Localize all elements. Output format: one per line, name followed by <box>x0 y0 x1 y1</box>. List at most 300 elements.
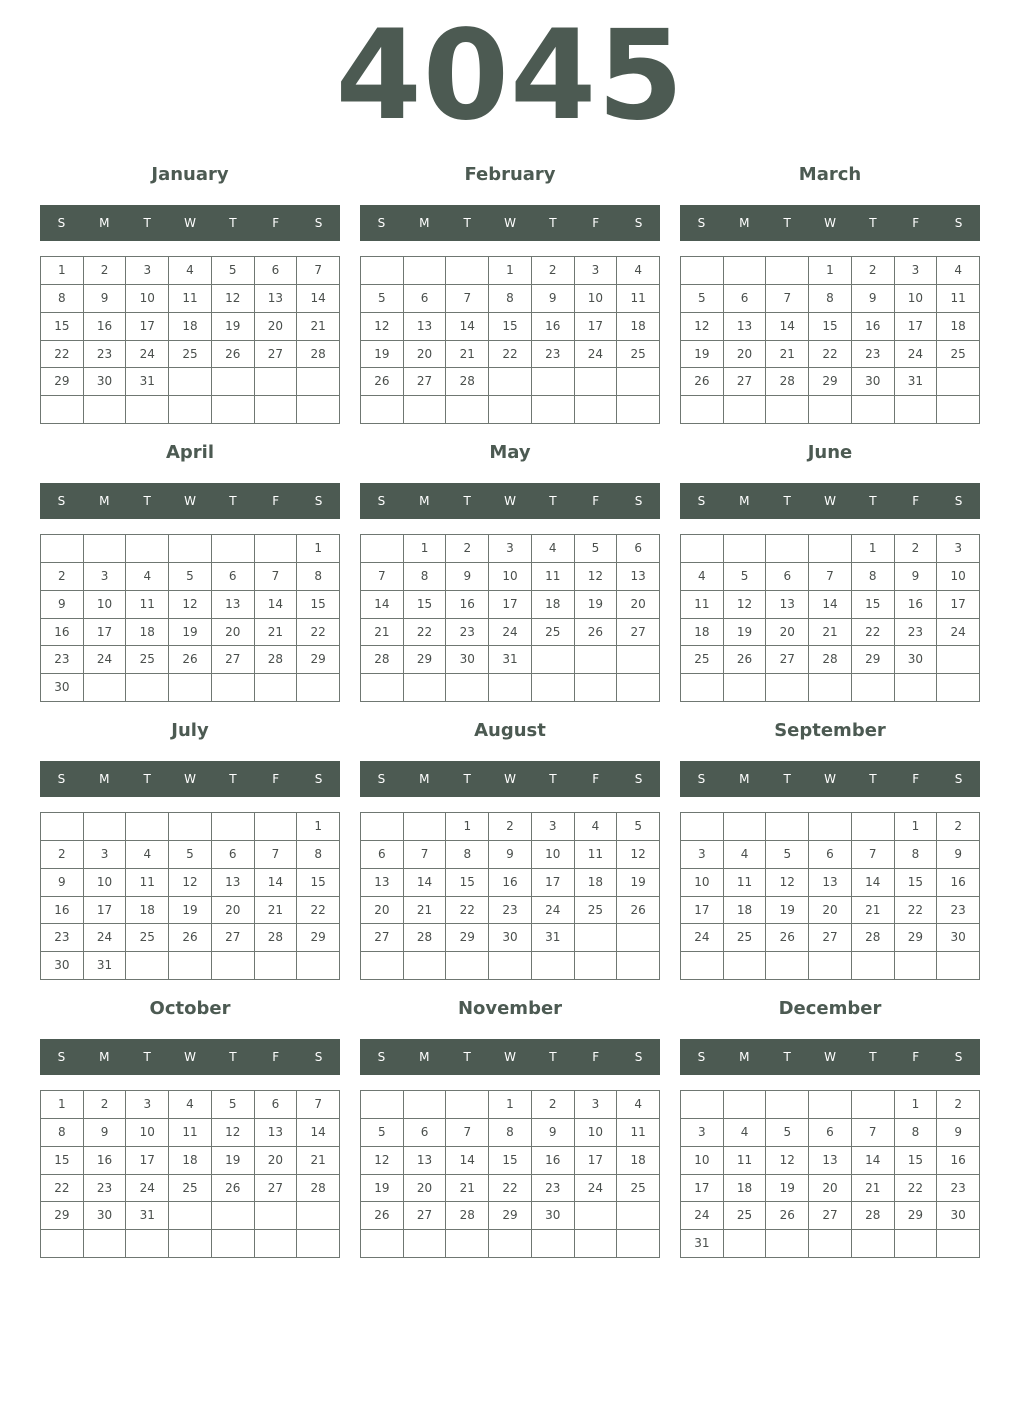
empty-day-cell <box>852 1091 895 1119</box>
day-cell: 13 <box>404 1147 447 1175</box>
day-cell: 3 <box>126 257 169 285</box>
empty-day-cell <box>895 952 938 980</box>
day-cell: 27 <box>766 646 809 674</box>
day-cell: 13 <box>617 563 660 591</box>
day-cell: 15 <box>446 869 489 897</box>
empty-day-cell <box>297 396 340 424</box>
day-grid <box>360 256 660 424</box>
empty-day-cell <box>937 674 980 702</box>
weekday-label: S <box>634 772 643 786</box>
day-cell: 8 <box>41 285 84 313</box>
day-cell: 1 <box>297 813 340 841</box>
weekday-label: F <box>272 772 280 786</box>
day-cell: 5 <box>361 285 404 313</box>
empty-day-cell <box>532 646 575 674</box>
day-cell: 22 <box>297 619 340 647</box>
weekday-label: S <box>954 772 963 786</box>
day-cell: 12 <box>361 313 404 341</box>
empty-day-cell <box>169 368 212 396</box>
day-cell: 11 <box>169 285 212 313</box>
day-cell: 5 <box>212 1091 255 1119</box>
weekday-label: T <box>783 1050 791 1064</box>
weekday-header <box>40 483 340 519</box>
empty-day-cell <box>446 1230 489 1258</box>
day-cell: 17 <box>126 313 169 341</box>
day-cell: 3 <box>681 841 724 869</box>
day-cell: 24 <box>681 1202 724 1230</box>
weekday-label: T <box>549 494 557 508</box>
empty-day-cell <box>532 674 575 702</box>
weekday-label: M <box>739 494 750 508</box>
day-cell: 1 <box>297 535 340 563</box>
empty-day-cell <box>937 646 980 674</box>
year-title: 4045 <box>335 4 685 148</box>
day-cell: 7 <box>852 1119 895 1147</box>
day-cell: 4 <box>169 1091 212 1119</box>
empty-day-cell <box>809 1091 852 1119</box>
day-cell: 4 <box>937 257 980 285</box>
month-november <box>360 994 660 1264</box>
empty-day-cell <box>617 1202 660 1230</box>
day-cell: 23 <box>446 619 489 647</box>
weekday-label: S <box>377 1050 386 1064</box>
day-cell: 6 <box>212 841 255 869</box>
empty-day-cell <box>809 674 852 702</box>
empty-day-cell <box>41 396 84 424</box>
day-cell: 20 <box>809 897 852 925</box>
weekday-header <box>360 483 660 519</box>
weekday-label: T <box>549 772 557 786</box>
day-cell: 18 <box>126 897 169 925</box>
day-cell: 13 <box>404 313 447 341</box>
day-cell: 6 <box>404 285 447 313</box>
day-cell: 18 <box>532 591 575 619</box>
weekday-label: M <box>739 772 750 786</box>
day-cell: 18 <box>724 1175 767 1203</box>
empty-day-cell <box>361 952 404 980</box>
day-cell: 25 <box>126 646 169 674</box>
day-cell: 8 <box>852 563 895 591</box>
day-cell: 1 <box>852 535 895 563</box>
day-cell: 19 <box>617 869 660 897</box>
empty-day-cell <box>724 257 767 285</box>
weekday-label: M <box>99 494 110 508</box>
day-cell: 1 <box>809 257 852 285</box>
weekday-label: T <box>783 216 791 230</box>
empty-day-cell <box>84 396 127 424</box>
day-cell: 6 <box>809 841 852 869</box>
day-cell: 7 <box>361 563 404 591</box>
day-cell: 30 <box>41 674 84 702</box>
weekday-label: F <box>272 494 280 508</box>
day-cell: 2 <box>84 1091 127 1119</box>
day-cell: 25 <box>724 1202 767 1230</box>
day-cell: 19 <box>361 1175 404 1203</box>
weekday-label: W <box>184 772 196 786</box>
day-cell: 10 <box>575 1119 618 1147</box>
empty-day-cell <box>809 1230 852 1258</box>
day-cell: 14 <box>852 1147 895 1175</box>
day-cell: 9 <box>41 869 84 897</box>
weekday-label: M <box>739 1050 750 1064</box>
day-cell: 10 <box>937 563 980 591</box>
weekday-label: W <box>184 216 196 230</box>
day-cell: 17 <box>489 591 532 619</box>
day-cell: 1 <box>446 813 489 841</box>
empty-day-cell <box>575 674 618 702</box>
day-cell: 17 <box>84 619 127 647</box>
day-cell: 3 <box>489 535 532 563</box>
day-cell: 26 <box>766 1202 809 1230</box>
day-cell: 21 <box>766 341 809 369</box>
weekday-label: T <box>463 772 471 786</box>
weekday-label: S <box>697 216 706 230</box>
day-cell: 25 <box>724 924 767 952</box>
day-cell: 3 <box>681 1119 724 1147</box>
weekday-label: W <box>824 1050 836 1064</box>
empty-day-cell <box>489 952 532 980</box>
empty-day-cell <box>852 813 895 841</box>
month-may <box>360 438 660 708</box>
empty-day-cell <box>724 396 767 424</box>
day-cell: 18 <box>169 313 212 341</box>
empty-day-cell <box>617 396 660 424</box>
day-cell: 8 <box>446 841 489 869</box>
day-cell: 28 <box>297 341 340 369</box>
day-cell: 8 <box>404 563 447 591</box>
day-cell: 14 <box>297 285 340 313</box>
day-cell: 16 <box>84 313 127 341</box>
weekday-label: F <box>912 1050 920 1064</box>
day-cell: 22 <box>809 341 852 369</box>
empty-day-cell <box>766 813 809 841</box>
day-cell: 2 <box>937 813 980 841</box>
empty-day-cell <box>255 535 298 563</box>
day-cell: 15 <box>489 1147 532 1175</box>
day-cell: 18 <box>724 897 767 925</box>
empty-day-cell <box>489 368 532 396</box>
day-cell: 11 <box>724 869 767 897</box>
day-grid <box>680 534 980 702</box>
empty-day-cell <box>724 674 767 702</box>
day-cell: 30 <box>937 1202 980 1230</box>
month-name: January <box>151 164 229 185</box>
day-cell: 14 <box>255 869 298 897</box>
month-september <box>680 716 980 986</box>
weekday-header <box>680 205 980 241</box>
weekday-label: W <box>824 216 836 230</box>
day-cell: 5 <box>724 563 767 591</box>
day-cell: 16 <box>532 1147 575 1175</box>
day-cell: 28 <box>446 368 489 396</box>
empty-day-cell <box>212 952 255 980</box>
month-june <box>680 438 980 708</box>
day-cell: 17 <box>681 1175 724 1203</box>
day-cell: 2 <box>852 257 895 285</box>
day-cell: 3 <box>126 1091 169 1119</box>
day-cell: 4 <box>724 841 767 869</box>
day-cell: 9 <box>895 563 938 591</box>
empty-day-cell <box>446 1091 489 1119</box>
day-cell: 5 <box>169 841 212 869</box>
day-cell: 3 <box>575 257 618 285</box>
weekday-label: F <box>912 216 920 230</box>
day-cell: 20 <box>766 619 809 647</box>
day-cell: 16 <box>489 869 532 897</box>
day-cell: 22 <box>852 619 895 647</box>
day-cell: 14 <box>255 591 298 619</box>
day-cell: 1 <box>489 257 532 285</box>
day-cell: 11 <box>126 591 169 619</box>
day-cell: 9 <box>489 841 532 869</box>
day-cell: 18 <box>169 1147 212 1175</box>
day-cell: 14 <box>404 869 447 897</box>
day-cell: 18 <box>575 869 618 897</box>
weekday-label: S <box>954 1050 963 1064</box>
empty-day-cell <box>446 674 489 702</box>
day-cell: 20 <box>361 897 404 925</box>
day-cell: 3 <box>895 257 938 285</box>
day-cell: 8 <box>41 1119 84 1147</box>
empty-day-cell <box>169 535 212 563</box>
day-cell: 9 <box>84 1119 127 1147</box>
day-cell: 15 <box>852 591 895 619</box>
day-cell: 5 <box>361 1119 404 1147</box>
day-cell: 15 <box>489 313 532 341</box>
day-cell: 8 <box>297 841 340 869</box>
day-cell: 23 <box>41 924 84 952</box>
empty-day-cell <box>126 396 169 424</box>
empty-day-cell <box>937 1230 980 1258</box>
weekday-label: T <box>229 1050 237 1064</box>
empty-day-cell <box>852 674 895 702</box>
day-cell: 19 <box>169 897 212 925</box>
empty-day-cell <box>724 1230 767 1258</box>
empty-day-cell <box>361 257 404 285</box>
empty-day-cell <box>404 813 447 841</box>
day-cell: 6 <box>404 1119 447 1147</box>
day-cell: 12 <box>169 591 212 619</box>
weekday-header <box>40 1039 340 1075</box>
day-cell: 31 <box>126 368 169 396</box>
day-cell: 5 <box>212 257 255 285</box>
day-cell: 23 <box>489 897 532 925</box>
day-cell: 2 <box>41 563 84 591</box>
day-cell: 23 <box>84 1175 127 1203</box>
day-cell: 24 <box>575 341 618 369</box>
day-cell: 27 <box>255 341 298 369</box>
day-cell: 26 <box>361 1202 404 1230</box>
empty-day-cell <box>489 396 532 424</box>
empty-day-cell <box>617 368 660 396</box>
day-cell: 23 <box>41 646 84 674</box>
month-october <box>40 994 340 1264</box>
day-cell: 4 <box>169 257 212 285</box>
empty-day-cell <box>681 674 724 702</box>
day-cell: 31 <box>84 952 127 980</box>
day-cell: 30 <box>532 1202 575 1230</box>
weekday-header <box>360 761 660 797</box>
day-cell: 1 <box>895 1091 938 1119</box>
day-cell: 25 <box>532 619 575 647</box>
day-cell: 15 <box>41 313 84 341</box>
day-cell: 8 <box>895 1119 938 1147</box>
empty-day-cell <box>766 396 809 424</box>
empty-day-cell <box>617 924 660 952</box>
empty-day-cell <box>255 1202 298 1230</box>
weekday-label: T <box>143 1050 151 1064</box>
day-cell: 4 <box>724 1119 767 1147</box>
month-march <box>680 160 980 430</box>
day-cell: 6 <box>724 285 767 313</box>
day-cell: 17 <box>575 313 618 341</box>
empty-day-cell <box>297 1202 340 1230</box>
empty-day-cell <box>84 1230 127 1258</box>
empty-day-cell <box>681 813 724 841</box>
empty-day-cell <box>169 674 212 702</box>
empty-day-cell <box>126 674 169 702</box>
empty-day-cell <box>169 952 212 980</box>
day-cell: 26 <box>766 924 809 952</box>
day-cell: 9 <box>937 1119 980 1147</box>
empty-day-cell <box>84 674 127 702</box>
weekday-label: S <box>57 216 66 230</box>
empty-day-cell <box>255 396 298 424</box>
weekday-label: F <box>272 1050 280 1064</box>
day-cell: 11 <box>617 1119 660 1147</box>
day-cell: 20 <box>255 313 298 341</box>
day-cell: 20 <box>212 897 255 925</box>
day-cell: 18 <box>937 313 980 341</box>
day-cell: 22 <box>895 1175 938 1203</box>
weekday-label: T <box>783 772 791 786</box>
day-cell: 21 <box>809 619 852 647</box>
empty-day-cell <box>255 1230 298 1258</box>
day-cell: 17 <box>532 869 575 897</box>
day-cell: 26 <box>617 897 660 925</box>
empty-day-cell <box>575 1202 618 1230</box>
month-april <box>40 438 340 708</box>
empty-day-cell <box>575 924 618 952</box>
empty-day-cell <box>212 813 255 841</box>
day-cell: 2 <box>489 813 532 841</box>
weekday-label: T <box>229 494 237 508</box>
day-cell: 27 <box>212 646 255 674</box>
day-cell: 13 <box>212 869 255 897</box>
weekday-label: M <box>419 216 430 230</box>
day-cell: 25 <box>126 924 169 952</box>
day-cell: 12 <box>617 841 660 869</box>
day-cell: 6 <box>766 563 809 591</box>
day-cell: 21 <box>852 897 895 925</box>
empty-day-cell <box>809 535 852 563</box>
day-cell: 8 <box>809 285 852 313</box>
day-cell: 12 <box>766 1147 809 1175</box>
empty-day-cell <box>255 952 298 980</box>
empty-day-cell <box>681 257 724 285</box>
day-cell: 29 <box>404 646 447 674</box>
day-cell: 27 <box>212 924 255 952</box>
day-cell: 17 <box>126 1147 169 1175</box>
day-cell: 25 <box>169 1175 212 1203</box>
day-cell: 15 <box>895 869 938 897</box>
weekday-label: S <box>57 1050 66 1064</box>
month-name: July <box>171 720 209 741</box>
weekday-label: F <box>912 772 920 786</box>
day-cell: 16 <box>895 591 938 619</box>
day-cell: 22 <box>41 1175 84 1203</box>
day-cell: 30 <box>41 952 84 980</box>
day-cell: 21 <box>297 1147 340 1175</box>
empty-day-cell <box>126 1230 169 1258</box>
day-cell: 9 <box>532 1119 575 1147</box>
day-cell: 13 <box>255 1119 298 1147</box>
weekday-label: W <box>504 494 516 508</box>
empty-day-cell <box>446 952 489 980</box>
month-name: August <box>474 720 546 741</box>
day-cell: 14 <box>297 1119 340 1147</box>
weekday-label: S <box>954 494 963 508</box>
empty-day-cell <box>446 257 489 285</box>
day-cell: 20 <box>724 341 767 369</box>
day-cell: 3 <box>532 813 575 841</box>
day-cell: 25 <box>617 341 660 369</box>
day-cell: 16 <box>937 1147 980 1175</box>
day-cell: 5 <box>766 841 809 869</box>
empty-day-cell <box>41 813 84 841</box>
weekday-label: W <box>504 1050 516 1064</box>
day-cell: 5 <box>169 563 212 591</box>
day-cell: 11 <box>617 285 660 313</box>
empty-day-cell <box>575 1230 618 1258</box>
empty-day-cell <box>809 952 852 980</box>
day-cell: 17 <box>84 897 127 925</box>
day-grid <box>40 256 340 424</box>
empty-day-cell <box>575 952 618 980</box>
month-name: November <box>457 998 563 1019</box>
empty-day-cell <box>126 813 169 841</box>
day-cell: 29 <box>852 646 895 674</box>
empty-day-cell <box>681 952 724 980</box>
empty-day-cell <box>766 257 809 285</box>
empty-day-cell <box>255 813 298 841</box>
day-cell: 4 <box>617 257 660 285</box>
day-cell: 27 <box>404 1202 447 1230</box>
day-cell: 12 <box>681 313 724 341</box>
weekday-label: S <box>697 772 706 786</box>
empty-day-cell <box>681 396 724 424</box>
day-cell: 23 <box>84 341 127 369</box>
day-cell: 29 <box>489 1202 532 1230</box>
empty-day-cell <box>297 1230 340 1258</box>
weekday-header <box>680 1039 980 1075</box>
day-cell: 21 <box>297 313 340 341</box>
day-cell: 12 <box>766 869 809 897</box>
day-cell: 19 <box>766 897 809 925</box>
weekday-label: T <box>143 216 151 230</box>
day-cell: 25 <box>169 341 212 369</box>
day-cell: 19 <box>361 341 404 369</box>
weekday-header <box>680 761 980 797</box>
month-august <box>360 716 660 986</box>
empty-day-cell <box>617 646 660 674</box>
day-cell: 2 <box>937 1091 980 1119</box>
day-cell: 2 <box>84 257 127 285</box>
empty-day-cell <box>532 396 575 424</box>
day-cell: 15 <box>895 1147 938 1175</box>
weekday-label: F <box>592 216 600 230</box>
day-cell: 13 <box>255 285 298 313</box>
